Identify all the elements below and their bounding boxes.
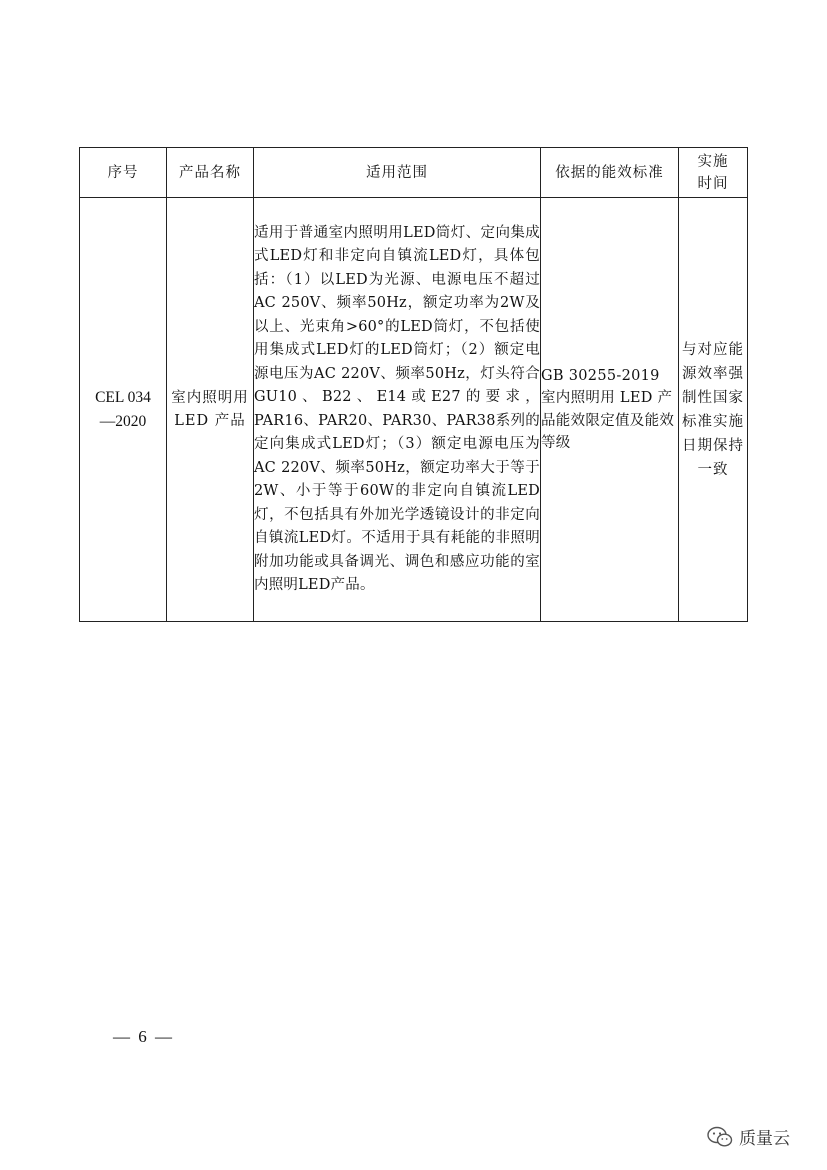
cell-serial: CEL 034—2020 [80, 198, 167, 622]
watermark-text: 质量云 [739, 1129, 790, 1149]
product-scope-table [79, 147, 748, 622]
header-serial: 序号 [80, 148, 167, 198]
header-scope: 适用范围 [254, 148, 541, 198]
page-number: — 6 — [113, 1027, 174, 1046]
header-standard: 依据的能效标准 [541, 148, 679, 198]
cell-product-name: 室内照明用 LED 产品 [167, 198, 254, 622]
table-header-row [80, 148, 748, 198]
table-row [80, 198, 748, 622]
cell-implementation: 与对应能源效率强制性国家标准实施日期保持一致 [679, 198, 748, 622]
cell-scope: 适用于普通室内照明用LED筒灯、定向集成式LED灯和非定向自镇流LED灯，具体包括：（1）以LED为光源、电源电压不超过AC 250V、频率50Hz，额定功率为2W及以上、光束角>60°的LED筒灯，不包括使用集成式LED灯的LED筒灯；（2）额定电源电压为AC 220V、频率50Hz，灯头符合GU10、B22、E14或E27的要求，PAR16、PAR20、PAR30、PAR38系列的定向集成式LED灯；（3）额定电源电压为AC 220V、频率50Hz，额定功率大于等于2W、小于等于60W的非定向自镇流LED灯，不包括具有外加光学透镜设计的非定向自镇流LED灯。不适用于具有耗能的非照明附加功能或具备调光、调色和感应功能的室内照明LED产品。 [254, 198, 541, 622]
header-product-name: 产品名称 [167, 148, 254, 198]
watermark [707, 1124, 790, 1149]
cell-standard: GB 30255-2019 室内照明用 LED 产品能效限定值及能效等级 [541, 198, 679, 622]
header-implementation: 实施时间 [679, 148, 748, 198]
wechat-icon [707, 1126, 733, 1148]
